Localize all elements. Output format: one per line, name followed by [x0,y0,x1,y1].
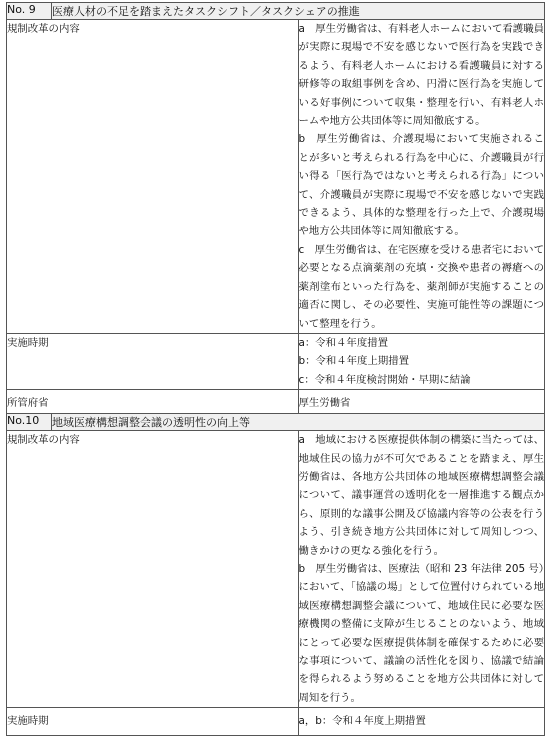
row-label: 実施時期 [7,708,299,735]
reform-paragraph: c 厚生労働省は、在宅医療を受ける患者宅において必要となる点滴薬剤の充填・交換や患者の褥瘡への薬剤塗布といった行為を、薬剤師が実施することの適否に関し、その必要性、実施可能性等の課題について整理を行う。 [298,243,544,330]
item-number: No.10 [7,414,52,431]
reform-paragraph: a 厚生労働省は、有料老人ホームにおいて看護職員が実際に現場で不安を感じないで医行為を実践できるよう、有料老人ホームにおける看護職員に対する研修等の取組事例を含め、円滑に医行為を実施している好事例について収集・整理を行い、有料老人ホームや地方公共団体等に周知徹底する。 [298,23,544,128]
item-header [7,414,545,431]
item-number: No. 9 [7,3,52,20]
timing-line: a，b：令和４年度上期措置 [298,715,426,728]
timing-line: c：令和４年度検討開始・早期に結論 [298,373,471,386]
row-label: 実施時期 [7,333,299,389]
item-title: 地域医療構想調整会議の透明性の向上等 [52,414,545,431]
timing-line: b：令和４年度上期措置 [298,355,410,368]
reform-content-row [7,431,545,708]
timing-content [298,333,545,389]
timing-row [7,333,545,389]
ministry-row [7,390,545,414]
row-label: 規制改革の内容 [7,431,299,708]
row-label: 所管府省 [7,390,299,414]
item-header [7,3,545,20]
reform-paragraph: a 地域における医療提供体制の構築に当たっては、地域住民の協力が不可欠であることを踏まえ、厚生労働省は、各地方公共団体の地域医療構想調整会議について、議事運営の透明化を一層推進する観点から、原則的な議事公開及び協議内容等の公表を行うよう、引き続き地方公共団体に対して周知しつつ、働きかけの更なる強化を行う。 [298,434,544,557]
timing-line: a：令和４年度措置 [298,336,388,349]
regulatory-reform-table [6,2,545,736]
reform-content [298,20,545,334]
reform-content [298,431,545,708]
reform-content-row [7,20,545,334]
timing-content [298,708,545,735]
item-title: 医療人材の不足を踏まえたタスクシフト／タスクシェアの推進 [52,3,545,20]
reform-paragraph: b 厚生労働省は、介護現場において実施されることが多いと考えられる行為を中心に、介護職員が行い得る「医行為ではないと考えられる行為」について、介護職員が実際に現場で不安を感じないで実践できるよう、具体的な整理を行った上で、介護現場や地方公共団体等に周知徹底する。 [298,133,544,238]
row-label: 規制改革の内容 [7,20,299,334]
ministry-value: 厚生労働省 [298,390,545,414]
reform-paragraph: b 厚生労働省は、医療法（昭和 23 年法律 205 号）において、「協議の場」として位置付けられている地域医療構想調整会議について、地域住民に必要な医療機関の整備に支障が生じることのないよう、地域にとって必要な医療提供体制を確保するために必要な事項について、議論の活性化を図り、協議で結論を得られるよう努めることを地方公共団体に対して周知を行う。 [298,562,544,704]
timing-row [7,708,545,735]
